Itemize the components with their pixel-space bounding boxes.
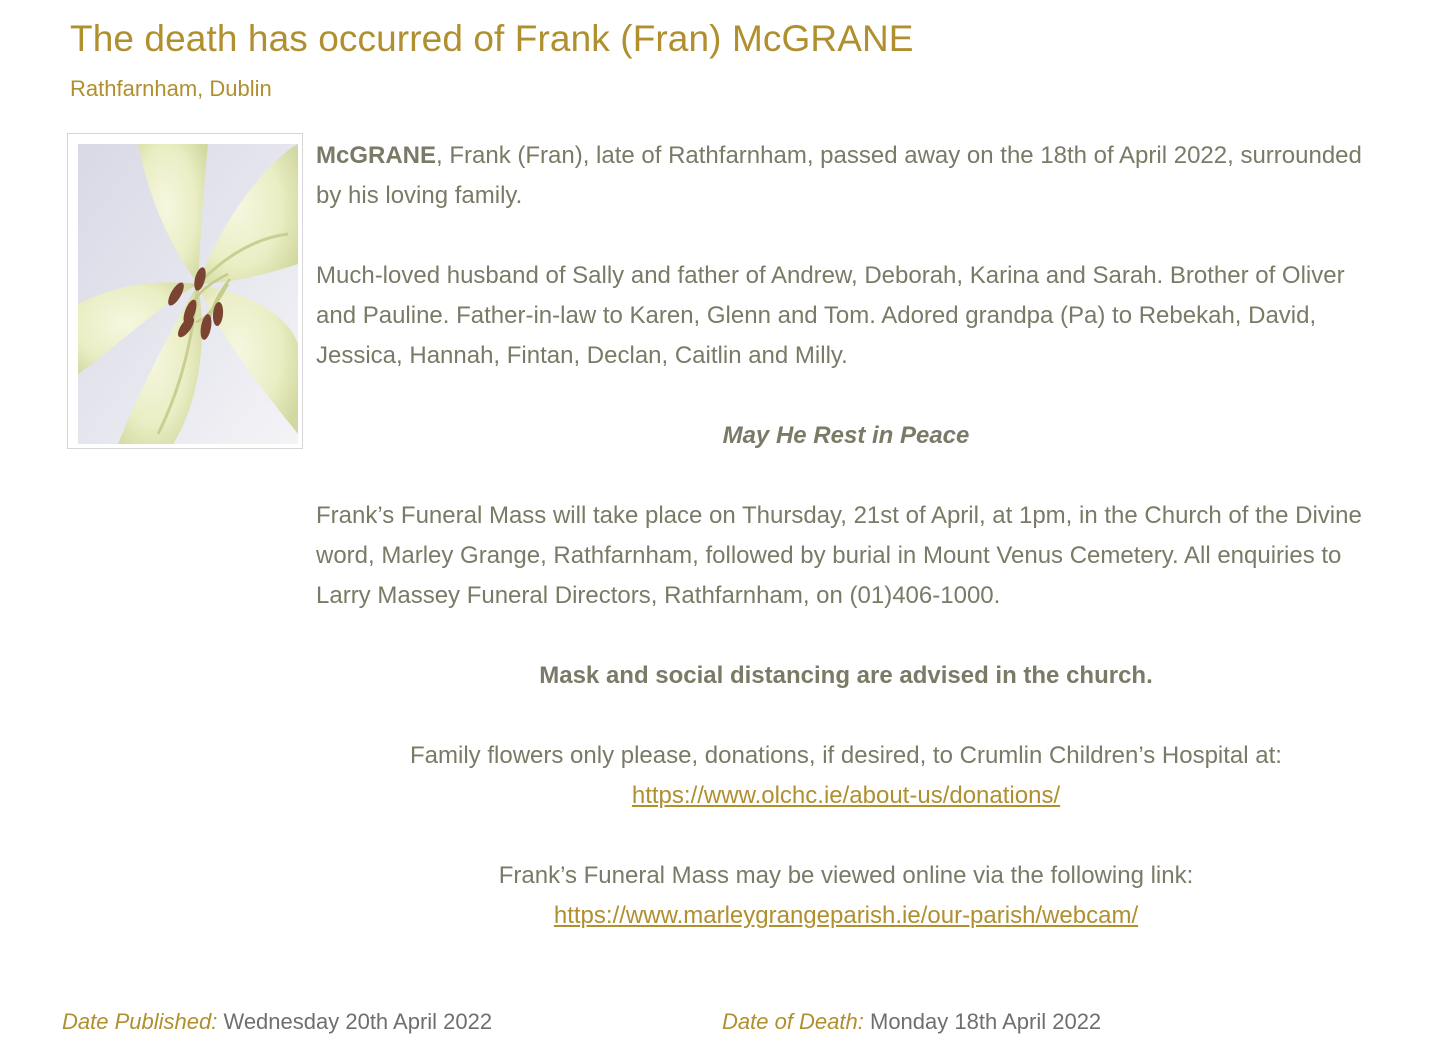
- intro-text: , Frank (Fran), late of Rathfarnham, passed away on the 18th of April 2022, surrounded by his loving family.: [316, 142, 1362, 209]
- date-of-death-value: Monday 18th April 2022: [870, 1009, 1102, 1034]
- date-of-death: [722, 1009, 1101, 1035]
- notice-title: The death has occurred of Frank (Fran) McGRANE: [70, 18, 914, 59]
- intro-paragraph: [316, 136, 1376, 216]
- white-lily-image: [78, 144, 298, 444]
- webcam-text: Frank’s Funeral Mass may be viewed online via the following link:: [498, 862, 1194, 889]
- date-published: [62, 1009, 492, 1035]
- date-published-value: Wednesday 20th April 2022: [223, 1009, 493, 1034]
- notice-body: [316, 136, 1376, 976]
- date-of-death-label: Date of Death:: [722, 1009, 864, 1034]
- webcam-link[interactable]: https://www.marleygrangeparish.ie/our-parish/webcam/: [553, 902, 1139, 929]
- notice-location: Rathfarnham, Dublin: [70, 76, 272, 101]
- donations-paragraph: [316, 736, 1376, 816]
- family-paragraph: Much-loved husband of Sally and father of Andrew, Deborah, Karina and Sarah. Brother of Oliver and Pauline. Father-in-law to Karen, Glenn and Tom. Adored grandpa (Pa) to Rebekah, David, Jessica, Hannah, Fintan, Declan, Caitlin and Milly.: [316, 262, 1345, 369]
- donations-text: Family flowers only please, donations, if desired, to Crumlin Children’s Hospital at:: [410, 742, 1282, 769]
- donations-link[interactable]: https://www.olchc.ie/about-us/donations/: [631, 782, 1061, 809]
- funeral-paragraph: Frank’s Funeral Mass will take place on Thursday, 21st of April, at 1pm, in the Church of the Divine word, Marley Grange, Rathfarnham, followed by burial in Mount Venus Cemetery. All enquiries to Larry Massey Funeral Directors, Rathfarnham, on (01)406-1000.: [316, 502, 1362, 609]
- surname: McGRANE: [316, 142, 437, 169]
- photo-frame: [67, 133, 303, 449]
- webcam-paragraph: [316, 856, 1376, 936]
- mask-advice: Mask and social distancing are advised in the church.: [539, 662, 1153, 689]
- date-published-label: Date Published:: [62, 1009, 218, 1034]
- rest-in-peace-line: May He Rest in Peace: [722, 422, 970, 449]
